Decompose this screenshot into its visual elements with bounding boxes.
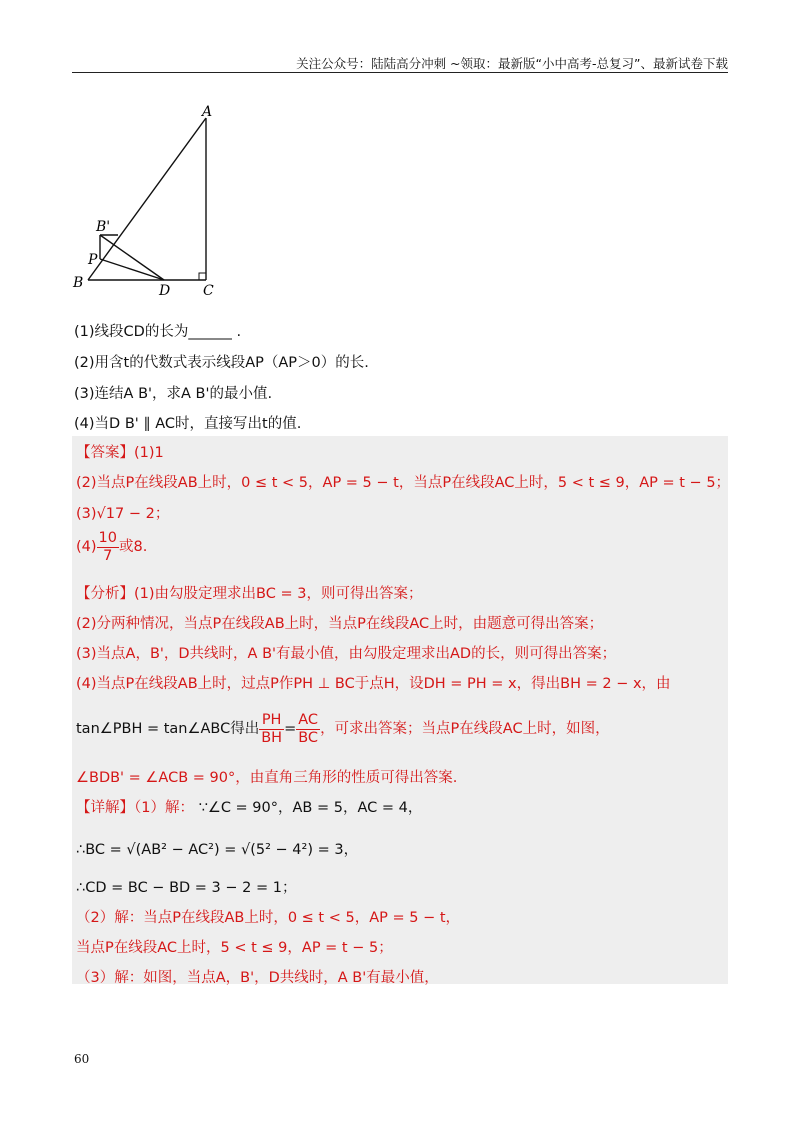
- label-p: P: [88, 252, 98, 268]
- fraction-ac-bc-denominator: BC: [298, 729, 319, 746]
- detail-2: ∴BC = √(AB² − AC²) = √(5² − 4²) = 3，: [76, 842, 359, 858]
- label-b-prime: B': [96, 219, 111, 235]
- analysis-2: (2)分两种情况，当点P在线段AB上时，当点P在线段AC上时，由题意可得出答案；: [76, 616, 604, 632]
- detail-4: （2）解：当点P在线段AB上时，0 ≤ t < 5，AP = 5 − t，: [76, 910, 461, 926]
- detail-5: 当点P在线段AC上时，5 < t ≤ 9，AP = t − 5；: [76, 940, 393, 956]
- segment-ab: [88, 118, 206, 280]
- analysis-3: (3)当点A，B'，D共线时，A B'有最小值，由勾股定理求出AD的长，则可得出答案；: [76, 646, 617, 662]
- analysis-4: (4)当点P在线段AB上时，过点P作PH ⊥ BC于点H，设DH = PH = x，得出BH = 2 − x，由: [76, 676, 671, 692]
- answer-panel: [72, 436, 731, 984]
- analysis-1: 【分析】(1)由勾股定理求出BC = 3，则可得出答案；: [76, 586, 423, 602]
- analysis-5: [76, 712, 610, 746]
- answer-3: (3)√17 − 2；: [76, 506, 170, 522]
- page-number: 60: [74, 1052, 90, 1066]
- label-c: C: [203, 283, 214, 298]
- analysis-5-equals: =: [284, 721, 297, 738]
- analysis-6: ∠BDB' = ∠ACB = 90°，由直角三角形的性质可得出答案.: [76, 770, 458, 786]
- answer-4-fraction: [97, 530, 119, 564]
- question-3: (3)连结A B'，求A B'的最小值.: [74, 386, 273, 402]
- detail-1: [76, 796, 422, 817]
- answer-1: 【答案】(1)1: [76, 445, 164, 461]
- segment-b-prime-d: [100, 235, 164, 280]
- right-angle-mark: [199, 273, 206, 280]
- answer-4: [76, 530, 147, 564]
- detail-6: （3）解：如图，当点A，B'，D共线时，A B'有最小值，: [76, 970, 439, 986]
- answer-2: (2)当点P在线段AB上时，0 ≤ t < 5，AP = 5 − t，当点P在线段AC上时，5 < t ≤ 9，AP = t − 5；: [76, 475, 731, 491]
- label-d: D: [159, 283, 171, 298]
- analysis-5-prefix: tan∠PBH = tan∠ABC得出: [76, 721, 260, 738]
- detail-1-heading: 【详解】（1）解：: [76, 800, 194, 816]
- fraction-ph-bh-denominator: BH: [261, 729, 283, 746]
- detail-1-given: ∵∠C = 90°，AB = 5，AC = 4，: [193, 800, 423, 816]
- detail-3: ∴CD = BC − BD = 3 − 2 = 1；: [76, 880, 297, 896]
- page-header: 关注公众号：陆陆高分冲刺 ~领取：最新版“小中高考-总复习”、最新试卷下载: [296, 56, 728, 71]
- header-rule: [72, 72, 728, 73]
- answer-4-suffix: 或8.: [119, 539, 148, 556]
- fraction-ac-bc: [296, 712, 320, 746]
- label-a: A: [202, 104, 213, 120]
- fraction-ph-bh-numerator: PH: [259, 712, 284, 730]
- analysis-5-suffix: ，可求出答案；当点P在线段AC上时，如图，: [320, 721, 610, 738]
- answer-4-numerator: 10: [98, 530, 117, 546]
- fraction-ac-bc-numerator: AC: [296, 712, 320, 730]
- question-2: (2)用含t的代数式表示线段AP（AP＞0）的长.: [74, 355, 369, 371]
- segment-pd: [100, 259, 164, 280]
- label-b: B: [73, 275, 84, 291]
- question-1: (1)线段CD的长为______ .: [74, 324, 242, 340]
- fraction-ph-bh: [259, 712, 284, 746]
- answer-4-denominator: 7: [103, 547, 113, 564]
- question-4: (4)当D B' ∥ AC时，直接写出t的值.: [74, 416, 302, 432]
- geometry-figure: [68, 98, 228, 298]
- answer-4-prefix: (4): [76, 539, 97, 556]
